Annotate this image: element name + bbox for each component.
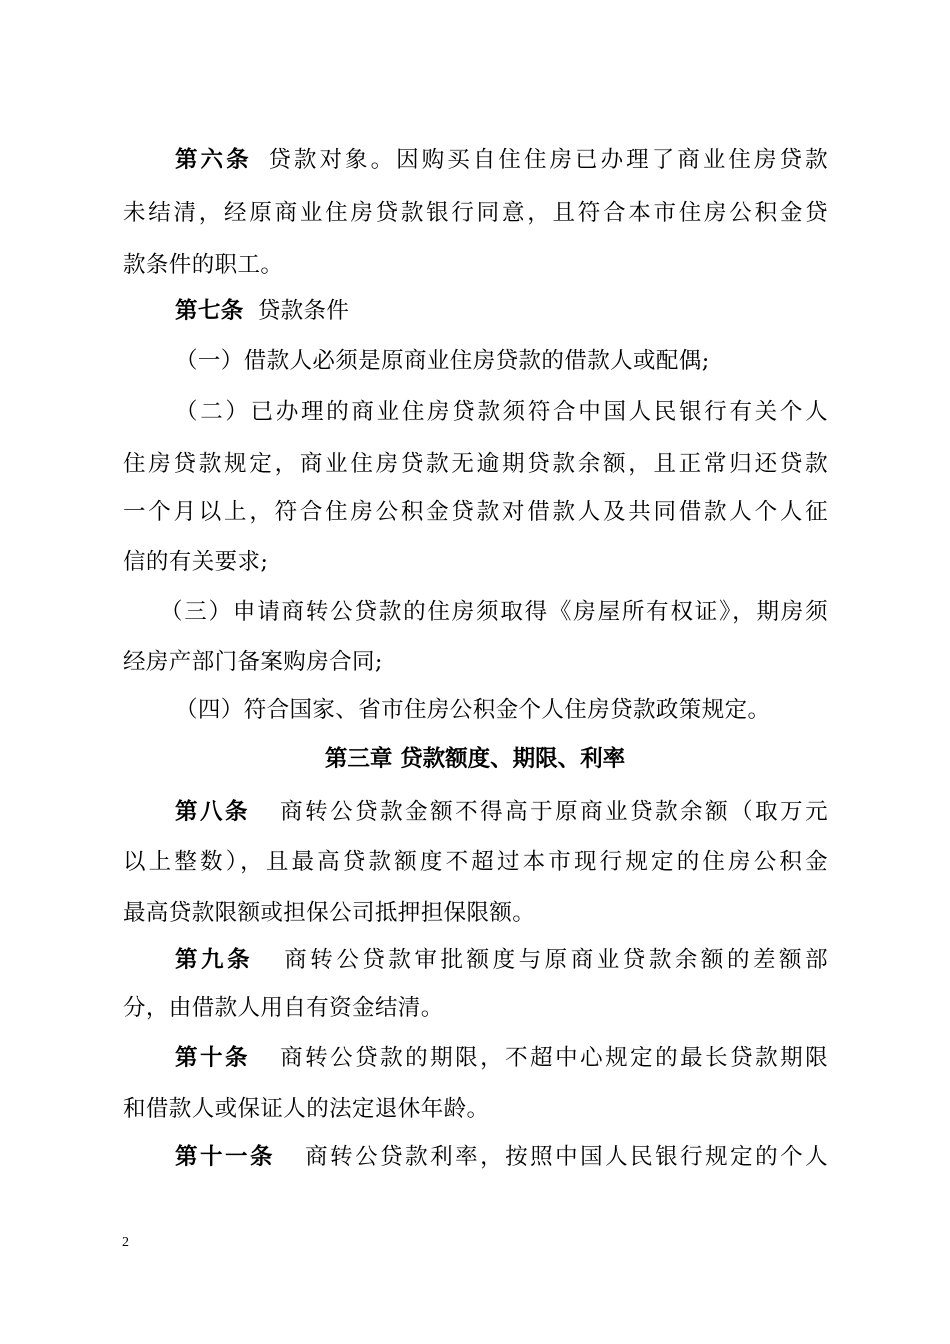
article-7-item-2-line-2: 住房贷款规定，商业住房贷款无逾期贷款余额，且正常归还贷款 [123, 451, 828, 477]
article-11-line-1 [175, 1142, 828, 1172]
article-7-item-2-line-1: （二）已办理的商业住房贷款须符合中国人民银行有关个人 [175, 399, 828, 425]
chapter-3-heading: 第三章 贷款额度、期限、利率 [324, 746, 626, 772]
article-8-line-1 [175, 797, 828, 827]
article-9-line-2: 分，由借款人用自有资金结清。 [123, 995, 444, 1021]
article-8-line-3: 最高贷款限额或担保公司抵押担保限额。 [123, 900, 536, 926]
article-11-heading: 第十一条 [175, 1144, 275, 1170]
article-7-item-3-line-2: 经房产部门备案购房合同; [123, 649, 383, 675]
article-8-line-2: 以上整数），且最高贷款额度不超过本市现行规定的住房公积金 [123, 849, 828, 875]
article-6-line-1 [175, 145, 828, 175]
page-number: 2 [122, 1235, 129, 1250]
article-7-item-1: （一）借款人必须是原商业住房贷款的借款人或配偶; [175, 348, 710, 374]
article-7-title: 贷款条件 [257, 298, 350, 324]
article-11-text: 商转公贷款利率，按照中国人民银行规定的个人 [303, 1144, 828, 1170]
article-10-line-2: 和借款人或保证人的法定退休年龄。 [123, 1096, 490, 1122]
article-7-line-1 [175, 296, 828, 326]
article-6-line-3: 款条件的职工。 [123, 252, 284, 278]
article-7-heading: 第七条 [175, 298, 244, 324]
article-10-text: 商转公贷款的期限，不超中心规定的最长贷款期限 [278, 1045, 828, 1071]
article-7-item-2-line-4: 信的有关要求; [123, 549, 269, 575]
article-7-item-2-line-3: 一个月以上，符合住房公积金贷款对借款人及共同借款人个人征 [123, 499, 828, 525]
article-8-text: 商转公贷款金额不得高于原商业贷款余额（取万元 [278, 799, 828, 825]
article-6-heading: 第六条 [175, 147, 252, 173]
article-9-line-1 [175, 945, 828, 975]
article-9-text: 商转公贷款审批额度与原商业贷款余额的差额部 [281, 947, 828, 973]
article-6-line-2: 未结清，经原商业住房贷款银行同意，且符合本市住房公积金贷 [123, 200, 828, 226]
article-7-item-4: （四）符合国家、省市住房公积金个人住房贷款政策规定。 [175, 697, 771, 723]
article-10-line-1 [175, 1043, 828, 1073]
article-6-text: 贷款对象。因购买自住住房已办理了商业住房贷款 [265, 147, 828, 173]
article-8-heading: 第八条 [175, 799, 250, 825]
article-10-heading: 第十条 [175, 1045, 250, 1071]
article-7-item-3-line-1: （三）申请商转公贷款的住房须取得《房屋所有权证》，期房须 [160, 599, 828, 625]
article-9-heading: 第九条 [175, 947, 254, 973]
